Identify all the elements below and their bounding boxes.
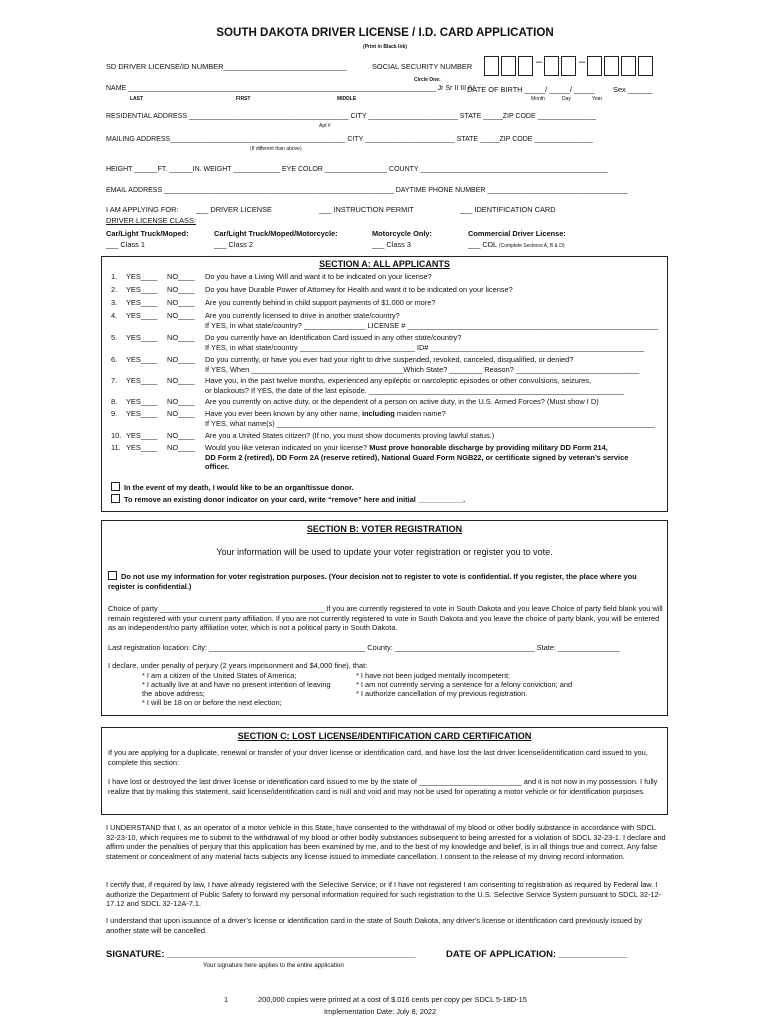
declaration-item: the above address; [142,689,205,698]
question-number: 9. [111,409,118,418]
question-text: Would you like veteran indicated on your license? Must prove honorable discharge by providing military DD Form 214, [205,443,608,452]
class3-heading: Motorcycle Only: [372,229,432,238]
cdl-heading: Commercial Driver License: [468,229,566,238]
yes-answer[interactable]: YES____ [126,376,158,385]
year-caption: Year [592,96,603,102]
if-different-caption: (If different than above) [250,146,302,152]
apt-caption: Apt # [319,123,331,129]
no-answer[interactable]: NO____ [167,311,195,320]
cdl-option[interactable]: ___ CDL (Complete Sections A, B & D) [468,240,565,249]
sd-license-field[interactable]: SD DRIVER LICENSE/ID NUMBER______________________________ [106,62,347,71]
question-number: 8. [111,397,118,406]
voter-optout-checkbox[interactable] [108,571,117,580]
section-b-heading: SECTION B: VOTER REGISTRATION [306,524,463,534]
no-answer[interactable]: NO____ [167,272,195,281]
party-paragraph[interactable]: Choice of party ________________________________________ If you are currently registered to vote in South Dakota and you leave Choice of party field blank you will remain registered with your current party affiliation. If you are not currently registered to vote in South Dakota and you leave the choice of party blank, you will be entered as an independent/no party affiliation voter, which is not a political party in South Dakota. [108,604,663,633]
signature-note: Your signature here applies to the entire application [203,962,344,969]
lost-license-statement[interactable]: I have lost or destroyed the last driver license or identification card issued to me by the state of _________________________ and it is not now in my possession. I fully realize that by making this statement, said license/identification card is null and void and may not be used for operating a motor vehicle or for identification purposes. [108,777,658,796]
question-number: 3. [111,298,118,307]
sex-field[interactable]: Sex ______ [613,85,653,94]
ssn-dash: – [579,56,586,68]
class1-heading: Car/Light Truck/Moped: [106,229,189,238]
question-number: 2. [111,285,118,294]
page-number: 1 [224,995,229,1004]
apply-driver-license[interactable]: ___ DRIVER LICENSE [196,205,272,214]
no-answer[interactable]: NO____ [167,376,195,385]
remove-donor-row[interactable]: To remove an existing donor indicator on your card, write “remove” here and initial ___________. [111,494,465,504]
question-text[interactable]: If YES, in what state/country? _______________ LICENSE # _____________________________________________________________ [205,320,659,330]
question-text[interactable]: officer. [205,462,230,471]
no-answer[interactable]: NO____ [167,285,195,294]
question-text[interactable]: or blackouts? If YES, the date of the last episode. ______________________________________________________________ [205,385,624,395]
remove-donor-checkbox[interactable] [111,494,120,503]
cancellation-statement: I understand that upon issuance of a driver’s license or identification card in the state of South Dakota, any driver’s license or identification card previously issued by another state will be cancelled. [106,916,642,935]
question-text[interactable]: If YES, what name(s) ____________________________________________________________________________________________ [205,418,655,428]
implied-consent-statement: I UNDERSTAND that I, as an operator of a motor vehicle in this State, have consented to the withdrawal of my blood or other bodily substance in accordance with SDCL 32-23-10, which requires me to submit to the withdrawal of my blood or other bodily substances subsequent to being arrested for a violation of SDCL 32-23-1. I declare and affirm under the penalties of perjury that this application has been examined by me, and to the best of my knowledge and belief, is in all things true and correct. Any false statement or concealment of any material facts subjects any license issued to immediate cancellation. I consent to the release of my driving record information. [106,823,666,861]
question-number: 1. [111,272,118,281]
mailing-address-field[interactable]: MAILING ADDRESS_____________________________________________ CITY _______________________ STATE _____ZIP CODE _______________ [106,136,593,143]
no-answer[interactable]: NO____ [167,409,195,418]
date-of-application-field[interactable]: DATE OF APPLICATION: _____________ [446,949,628,960]
printing-cost-note: 200,000 copies were printed at a cost of $.016 cents per copy per SDCL 5-18D-15 [258,995,527,1004]
class2-heading: Car/Light Truck/Moped/Motorcycle: [214,229,338,238]
no-answer[interactable]: NO____ [167,298,195,307]
apply-instruction-permit[interactable]: ___ INSTRUCTION PERMIT [319,205,414,214]
question-text: Do you have a Living Will and want it to be indicated on your license? [205,272,432,281]
declare-statement: I declare, under penalty of perjury (2 years imprisonment and $4,000 fine), that: [108,661,368,670]
declaration-item: * I have not been judged mentally incompetent; [356,671,511,680]
yes-answer[interactable]: YES____ [126,431,158,440]
class1-option[interactable]: ___ Class 1 [106,240,146,249]
implementation-date: Implementation Date: July 8, 2022 [324,1007,437,1016]
question-text: Are you currently licensed to drive in another state/country? [205,311,400,320]
day-caption: Day [562,96,571,102]
donor-checkbox[interactable] [111,482,120,491]
yes-answer[interactable]: YES____ [126,333,158,342]
question-number: 7. [111,376,118,385]
question-text: Do you currently have an Identification Card issued in any other state/country? [205,333,462,342]
question-text: Do you have Durable Power of Attorney for Health and want it to be indicated on your license? [205,285,513,294]
last-registration-field[interactable]: Last registration location: City: ______________________________________ County: __________________________________ State: _______________ [108,643,620,652]
signature-field[interactable]: SIGNATURE: _______________________________________________ [106,949,416,960]
declaration-item: * I am a citizen of the United States of America; [142,671,297,680]
residential-address-field[interactable]: RESIDENTIAL ADDRESS _________________________________________ CITY _______________________ STATE _____ZIP CODE _______________ [106,113,596,120]
no-answer[interactable]: NO____ [167,355,195,364]
form-title: SOUTH DAKOTA DRIVER LICENSE / I.D. CARD APPLICATION [216,26,554,39]
declaration-item: * I will be 18 on or before the next election; [142,698,282,707]
class2-option[interactable]: ___ Class 2 [214,240,254,249]
question-text: Are you currently on active duty, or the dependent of a person on active duty, in the U.S. Armed Forces? (Must show I D) [205,397,599,406]
physical-description-field[interactable]: HEIGHT ______FT. ______IN. WEIGHT ____________ EYE COLOR ________________ COUNTY ________________________________________________ [106,166,608,173]
question-number: 4. [111,311,118,320]
yes-answer[interactable]: YES____ [126,409,158,418]
first-caption: FIRST [236,96,251,102]
ssn-label: SOCIAL SECURITY NUMBER [372,62,473,71]
no-answer[interactable]: NO____ [167,397,195,406]
name-field[interactable]: NAME _______________________________________________________________________________ Jr Sr II III IV [106,85,475,92]
question-text: Are you a United States citizen? (If no, you must show documents proving lawful status.) [205,431,495,440]
question-number: 10. [111,431,122,440]
voter-intro: Your information will be used to update your voter registration or register you to vote. [216,547,553,557]
yes-answer[interactable]: YES____ [126,397,158,406]
section-a-heading: SECTION A: ALL APPLICANTS [319,259,450,269]
ssn-dash: – [536,56,543,68]
yes-answer[interactable]: YES____ [126,285,158,294]
question-number: 5. [111,333,118,342]
no-answer[interactable]: NO____ [167,333,195,342]
yes-answer[interactable]: YES____ [126,311,158,320]
question-text: Are you currently behind in child support payments of $1,000 or more? [205,298,436,307]
applying-label: I AM APPLYING FOR: [106,205,179,214]
month-caption: Month [531,96,545,102]
dob-field[interactable]: DATE OF BIRTH _____/ _____/ _____ [467,85,595,94]
last-caption: LAST [130,96,144,102]
middle-caption: MIDDLE [337,96,357,102]
yes-answer[interactable]: YES____ [126,355,158,364]
declaration-item: * I am not currently serving a sentence for a felony conviction; and [356,680,573,689]
yes-answer[interactable]: YES____ [126,272,158,281]
declaration-item: * I authorize cancellation of my previous registration. [356,689,528,698]
selective-service-statement: I certify that, if required by law, I have already registered with the Selective Service; or if I have not registered I am consenting to registration as required by Federal law. I authorize the Department of Public Safety to forward my personal information required for such registration to the U.S. Selective Service System pursuant to SDCL 32-12-17.12 and SDCL 32-12A-7.1. [106,880,662,909]
apply-identification-card[interactable]: ___ IDENTIFICATION CARD [460,205,556,214]
voter-optout-row[interactable]: Do not use my information for voter registration purposes. (Your decision not to register to vote is confidential. If you register, the place where you register is confidential.) [108,572,637,591]
question-text[interactable]: If YES, in what state/country ____________________________ ID# ____________________________________________________ [205,342,645,352]
question-text: Have you ever been known by any other name, including maiden name? [205,409,446,418]
donor-row[interactable]: In the event of my death, I would like to be an organ/tissue donor. [111,482,354,492]
license-class-heading: DRIVER LICENSE CLASS: [106,216,196,225]
question-text[interactable]: If YES, When _____________________________________Which State? ________ Reason? ______________________________ [205,364,640,374]
question-number: 6. [111,355,118,364]
yes-answer[interactable]: YES____ [126,443,158,452]
question-number: 11. [111,443,121,452]
yes-answer[interactable]: YES____ [126,298,158,307]
question-text[interactable]: DD Form 2 (retired), DD Form 2A (reserve retired), National Guard Form NGB22, or certificate signed by veteran’s service [205,452,629,462]
question-text: Have you, in the past twelve months, experienced any epileptic or narcoleptic episodes or other convulsions, seizures, [205,376,592,385]
no-answer[interactable]: NO____ [167,443,195,452]
circle-one-label: Circle One: [414,77,441,83]
lost-license-intro: If you are applying for a duplicate, renewal or transfer of your driver license or identification card, and have lost the last driver license/identification card issued to you, complete this section: [108,748,648,767]
declaration-item: * I actually live at and have no present intention of leaving [142,680,331,689]
question-text: Do you currently, or have you ever had your right to drive suspended, revoked, canceled, disqualified, or denied? [205,355,574,364]
form-subtitle: (Print in Black Ink) [363,44,407,50]
no-answer[interactable]: NO____ [167,431,195,440]
section-c-heading: SECTION C: LOST LICENSE/IDENTIFICATION CARD CERTIFICATION [237,731,532,741]
class3-option[interactable]: ___ Class 3 [372,240,412,249]
contact-field[interactable]: EMAIL ADDRESS ___________________________________________________________ DAYTIME PHONE NUMBER ____________________________________ [106,187,628,194]
